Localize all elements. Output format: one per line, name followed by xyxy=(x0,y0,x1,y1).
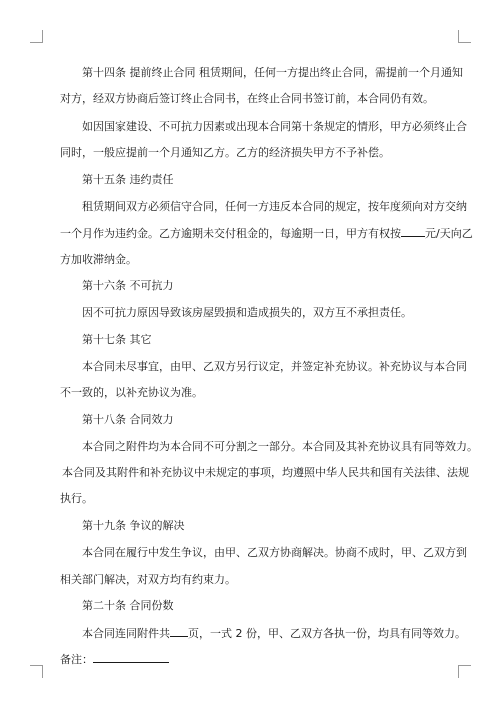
remarks-line xyxy=(60,651,446,668)
article-20-heading: 第二十条 合同份数 xyxy=(82,599,174,612)
copies-text-rest: 页，一式 2 份，甲、乙双方各执一份，均具有同等效力。 xyxy=(188,627,466,640)
paragraph-line: 本合同及其附件和补充协议中未规定的事项，均遵照中华人民共和国有关法律、法规 xyxy=(62,466,469,479)
article-15-heading: 第十五条 违约责任 xyxy=(82,173,174,186)
article-16-heading: 第十六条 不可抗力 xyxy=(82,279,174,292)
article-19-heading: 第十九条 争议的解决 xyxy=(82,519,185,532)
page-count-blank xyxy=(170,625,188,637)
paragraph-line: 本合同之附件均为本合同不可分割之一部分。本合同及其补充协议具有同等效力。 xyxy=(82,440,478,453)
paragraph-line: 租赁期间双方必须信守合同，任何一方违反本合同的规定，按年度须向对方交纳 xyxy=(82,200,467,213)
paragraph-line xyxy=(60,625,466,642)
article-18-heading: 第十八条 合同效力 xyxy=(82,413,174,426)
crop-mark-bottom-right xyxy=(458,665,471,678)
paragraph-line: 如因国家建设、不可抗力因素或出现本合同第十条规定的情形，甲方必须终止合 xyxy=(82,120,467,133)
remarks-label: 备注： xyxy=(60,653,93,666)
remarks-blank xyxy=(93,651,169,663)
paragraph-line: 本合同未尽事宜，由甲、乙双方另行议定，并签定补充协议。补充协议与本合同 xyxy=(82,360,467,373)
paragraph-line: 相关部门解决，对双方均有约束力。 xyxy=(60,573,236,586)
paragraph-line: 执行。 xyxy=(60,492,93,505)
paragraph-line xyxy=(60,225,473,242)
crop-mark-bottom-left xyxy=(30,665,43,678)
paragraph-line: 同时，一般应提前一个月通知乙方。乙方的经济损失甲方不予补偿。 xyxy=(60,146,390,159)
rate-blank xyxy=(401,225,425,237)
paragraph-line: 本合同在履行中发生争议，由甲、乙双方协商解决。协商不成时，甲、乙双方到 xyxy=(82,546,467,559)
crop-mark-top-left xyxy=(30,30,43,43)
paragraph-line: 不一致的，以补充协议为准。 xyxy=(60,386,203,399)
crop-mark-top-right xyxy=(458,30,471,43)
paragraph-line: 因不可抗力原因导致该房屋毁损和造成损失的，双方互不承担责任。 xyxy=(82,306,412,319)
rate-unit-text: 元/天向乙 xyxy=(425,227,473,240)
copies-text: 本合同连同附件共 xyxy=(82,627,170,640)
paragraph-line: 对方，经双方协商后签订终止合同书，在终止合同书签订前，本合同仍有效。 xyxy=(60,92,434,105)
article-14-heading-line: 第十四条 提前终止合同 租赁期间，任何一方提出终止合同，需提前一个月通知 xyxy=(82,66,463,79)
paragraph-line: 方加收滞纳金。 xyxy=(60,253,137,266)
penalty-text: 一个月作为违约金。乙方逾期未交付租金的，每逾期一日，甲方有权按 xyxy=(60,227,401,240)
article-17-heading: 第十七条 其它 xyxy=(82,333,152,346)
